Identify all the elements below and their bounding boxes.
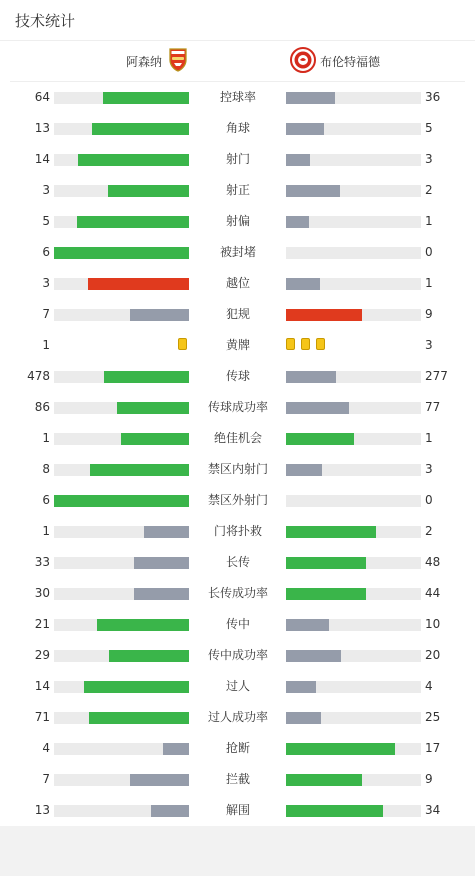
home-stat-fill <box>134 588 189 600</box>
home-stat-fill <box>88 278 189 290</box>
stat-row <box>0 428 475 448</box>
home-stat-value: 1 <box>42 338 50 352</box>
home-stat-bar <box>54 619 189 631</box>
home-stat-fill <box>134 557 189 569</box>
home-stat-bar <box>54 805 189 817</box>
away-stat-bar <box>286 619 421 631</box>
away-stat-bar <box>286 557 421 569</box>
home-stat-value: 14 <box>34 152 50 166</box>
away-stat-bar <box>286 743 421 755</box>
away-stat-fill <box>286 805 383 817</box>
away-stat-bar <box>286 309 421 321</box>
stat-label: 控球率 <box>219 90 256 104</box>
away-stat-fill <box>286 619 329 631</box>
stat-label: 射正 <box>225 183 250 197</box>
away-stat-value: 77 <box>425 400 441 414</box>
away-stat-value: 25 <box>425 710 441 724</box>
stat-row <box>0 645 475 665</box>
stat-label: 门将扑救 <box>213 524 262 538</box>
home-stat-value: 13 <box>34 121 50 135</box>
stat-label: 传中 <box>225 617 250 631</box>
yellow-card-icon <box>301 338 310 350</box>
away-stat-value: 0 <box>425 245 433 259</box>
title-divider <box>0 40 475 41</box>
away-stat-value: 17 <box>425 741 441 755</box>
home-stat-fill <box>144 526 189 538</box>
stat-label: 拦截 <box>225 772 250 786</box>
stat-label: 射偏 <box>225 214 250 228</box>
away-stat-bar <box>286 774 421 786</box>
away-stat-fill <box>286 154 310 166</box>
home-stat-fill <box>109 650 189 662</box>
home-stat-value: 7 <box>42 307 50 321</box>
stat-label: 传球 <box>225 369 250 383</box>
away-stat-fill <box>286 464 322 476</box>
home-stat-fill <box>103 92 189 104</box>
yellow-card-icon <box>286 338 295 350</box>
stat-row <box>0 242 475 262</box>
home-stat-fill <box>121 433 189 445</box>
away-stat-fill <box>286 278 320 290</box>
home-stat-fill <box>104 371 189 383</box>
stat-row <box>0 273 475 293</box>
away-stat-bar <box>286 526 421 538</box>
home-stat-value: 4 <box>42 741 50 755</box>
away-stat-bar <box>286 247 421 259</box>
away-stat-value: 10 <box>425 617 441 631</box>
stat-row <box>0 149 475 169</box>
home-stat-fill <box>130 774 189 786</box>
home-stat-bar <box>54 309 189 321</box>
away-stat-value: 4 <box>425 679 433 693</box>
home-team-header <box>126 48 188 74</box>
home-stat-bar <box>54 712 189 724</box>
away-stat-fill <box>286 712 321 724</box>
stat-row <box>0 180 475 200</box>
stat-label: 黄牌 <box>225 338 250 352</box>
away-stat-bar <box>286 681 421 693</box>
home-stat-value: 29 <box>34 648 50 662</box>
home-stat-value: 71 <box>34 710 50 724</box>
away-stat-fill <box>286 402 349 414</box>
brentford-crest-icon <box>290 47 316 76</box>
stat-row <box>0 769 475 789</box>
home-stat-value: 33 <box>34 555 50 569</box>
home-stat-bar <box>54 681 189 693</box>
stat-label: 被封堵 <box>219 245 256 259</box>
home-stat-bar <box>54 526 189 538</box>
stat-row <box>0 366 475 386</box>
away-team-header <box>290 48 380 74</box>
home-stat-bar <box>54 774 189 786</box>
stat-row <box>0 676 475 696</box>
stat-row <box>0 490 475 510</box>
away-stat-value: 9 <box>425 772 433 786</box>
stat-label: 解围 <box>225 803 250 817</box>
arsenal-crest-icon <box>168 48 188 75</box>
home-stat-bar <box>54 433 189 445</box>
stat-label: 犯规 <box>225 307 250 321</box>
away-stat-fill <box>286 92 335 104</box>
home-stat-value: 8 <box>42 462 50 476</box>
home-stat-bar <box>54 588 189 600</box>
home-stat-value: 478 <box>27 369 50 383</box>
away-stat-bar <box>286 805 421 817</box>
stat-row <box>0 304 475 324</box>
home-stat-fill <box>92 123 189 135</box>
home-stat-fill <box>90 464 189 476</box>
away-stat-fill <box>286 526 376 538</box>
header-divider <box>10 81 465 82</box>
away-stat-bar <box>286 588 421 600</box>
stat-label: 越位 <box>225 276 250 290</box>
stat-label: 禁区内射门 <box>207 462 268 476</box>
home-stat-value: 14 <box>34 679 50 693</box>
away-stat-value: 3 <box>425 152 433 166</box>
home-stat-bar <box>54 185 189 197</box>
away-stat-value: 48 <box>425 555 441 569</box>
stat-label: 传中成功率 <box>207 648 268 662</box>
stat-row <box>0 738 475 758</box>
away-stat-fill <box>286 433 354 445</box>
away-stat-value: 20 <box>425 648 441 662</box>
stat-label: 抢断 <box>225 741 250 755</box>
stat-row <box>0 707 475 727</box>
away-stat-value: 36 <box>425 90 441 104</box>
home-stat-value: 30 <box>34 586 50 600</box>
home-stat-bar <box>54 247 189 259</box>
stat-row <box>0 521 475 541</box>
home-stat-fill <box>54 495 189 507</box>
stat-row <box>0 335 475 355</box>
home-stat-fill <box>130 309 189 321</box>
stat-row <box>0 118 475 138</box>
away-stat-fill <box>286 371 336 383</box>
home-stat-value: 86 <box>34 400 50 414</box>
home-stat-value: 21 <box>34 617 50 631</box>
home-stat-value: 64 <box>34 90 50 104</box>
away-stat-bar <box>286 154 421 166</box>
away-stat-fill <box>286 309 362 321</box>
away-stat-bar <box>286 216 421 228</box>
home-stat-bar <box>54 92 189 104</box>
stat-row <box>0 397 475 417</box>
home-stat-fill <box>78 154 189 166</box>
home-stat-fill <box>108 185 189 197</box>
away-stat-bar <box>286 464 421 476</box>
home-stat-value: 5 <box>42 214 50 228</box>
home-stat-value: 6 <box>42 493 50 507</box>
home-stat-bar <box>54 216 189 228</box>
stat-row <box>0 552 475 572</box>
home-stat-fill <box>97 619 189 631</box>
home-stat-fill <box>117 402 189 414</box>
away-stat-bar <box>286 433 421 445</box>
home-stat-bar <box>54 464 189 476</box>
away-stat-value: 277 <box>425 369 448 383</box>
away-stat-value: 0 <box>425 493 433 507</box>
home-stat-fill <box>89 712 189 724</box>
stat-row <box>0 800 475 820</box>
stat-label: 过人 <box>225 679 250 693</box>
away-stat-value: 1 <box>425 431 433 445</box>
stat-row <box>0 583 475 603</box>
home-stat-bar <box>54 557 189 569</box>
away-stat-bar <box>286 495 421 507</box>
away-stat-value: 9 <box>425 307 433 321</box>
home-stat-value: 3 <box>42 276 50 290</box>
stat-row <box>0 211 475 231</box>
away-stat-bar <box>286 402 421 414</box>
home-stat-bar <box>54 495 189 507</box>
stat-label: 射门 <box>225 152 250 166</box>
stat-row <box>0 614 475 634</box>
away-stat-fill <box>286 185 340 197</box>
stat-label: 传球成功率 <box>207 400 268 414</box>
away-stat-fill <box>286 123 324 135</box>
home-stat-bar <box>54 743 189 755</box>
home-stat-fill <box>163 743 189 755</box>
home-stat-fill <box>151 805 189 817</box>
home-stat-bar <box>54 402 189 414</box>
home-stat-value: 1 <box>42 524 50 538</box>
away-stat-value: 1 <box>425 214 433 228</box>
away-stat-bar <box>286 92 421 104</box>
stat-row <box>0 87 475 107</box>
away-stat-fill <box>286 557 366 569</box>
stat-label: 禁区外射门 <box>207 493 268 507</box>
away-team-name: 布伦特福德 <box>320 54 381 69</box>
away-stat-bar <box>286 185 421 197</box>
home-stat-value: 6 <box>42 245 50 259</box>
away-stat-value: 3 <box>425 338 433 352</box>
away-stat-fill <box>286 650 341 662</box>
away-stat-bar <box>286 371 421 383</box>
home-stat-fill <box>84 681 189 693</box>
stat-label: 长传成功率 <box>207 586 268 600</box>
away-stat-value: 2 <box>425 524 433 538</box>
stat-label: 过人成功率 <box>207 710 268 724</box>
home-stat-value: 13 <box>34 803 50 817</box>
away-stat-bar <box>286 278 421 290</box>
yellow-card-icon <box>316 338 325 350</box>
away-stat-fill <box>286 681 316 693</box>
home-stat-fill <box>54 247 189 259</box>
away-stat-value: 2 <box>425 183 433 197</box>
away-stat-value: 3 <box>425 462 433 476</box>
home-stat-bar <box>54 650 189 662</box>
yellow-card-icon <box>178 338 187 350</box>
home-stat-bar <box>54 154 189 166</box>
away-stat-bar <box>286 712 421 724</box>
away-stat-fill <box>286 216 309 228</box>
page-title: 技术统计 <box>15 12 76 30</box>
home-stat-value: 7 <box>42 772 50 786</box>
home-stat-bar <box>54 278 189 290</box>
away-stat-fill <box>286 588 366 600</box>
away-stat-bar <box>286 650 421 662</box>
away-stat-fill <box>286 774 362 786</box>
home-team-name: 阿森纳 <box>126 54 163 69</box>
away-stat-bar <box>286 123 421 135</box>
stat-label: 角球 <box>225 121 250 135</box>
stat-row <box>0 459 475 479</box>
away-stat-fill <box>286 743 395 755</box>
home-stat-value: 1 <box>42 431 50 445</box>
away-stat-value: 44 <box>425 586 441 600</box>
home-stat-fill <box>77 216 189 228</box>
home-stat-value: 3 <box>42 183 50 197</box>
away-stat-value: 5 <box>425 121 433 135</box>
stat-label: 绝佳机会 <box>213 431 262 445</box>
home-stat-bar <box>54 123 189 135</box>
home-stat-bar <box>54 371 189 383</box>
away-stat-value: 34 <box>425 803 441 817</box>
stat-label: 长传 <box>225 555 250 569</box>
away-stat-value: 1 <box>425 276 433 290</box>
